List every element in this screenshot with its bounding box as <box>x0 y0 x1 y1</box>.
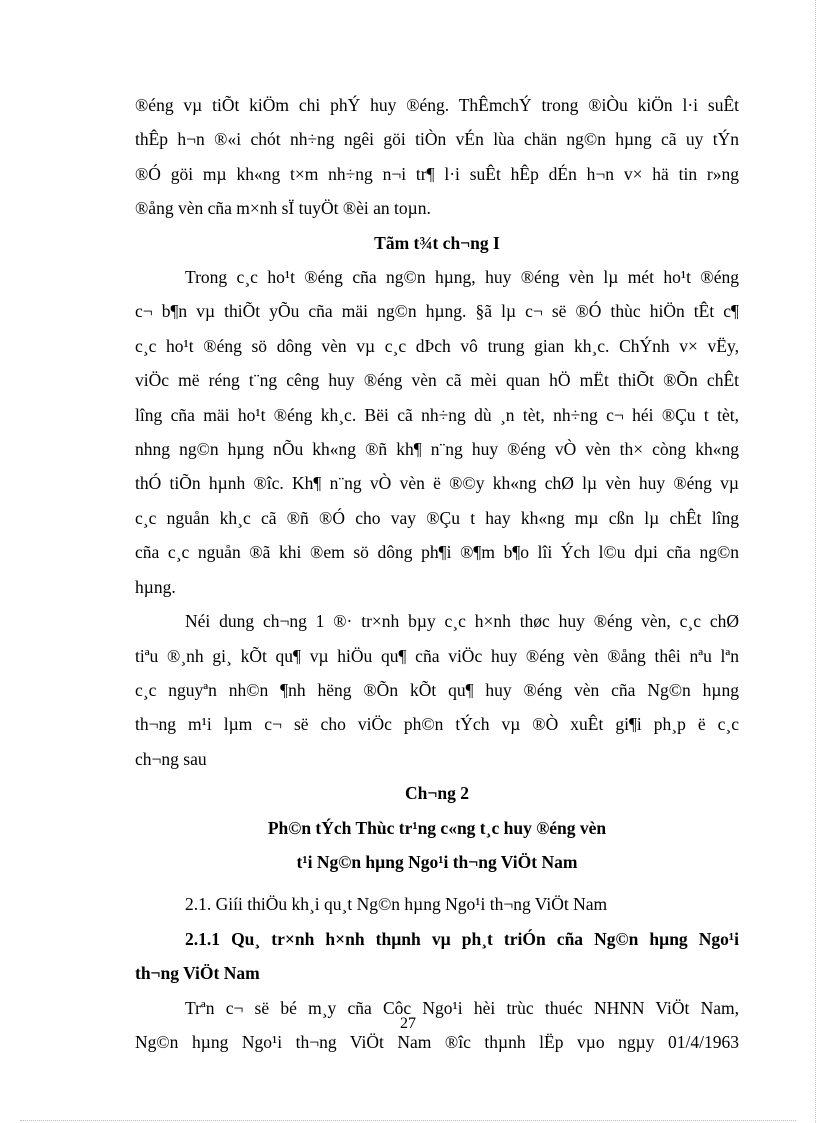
text-line: 2.1.1 Qu¸ tr×nh h×nh thµnh vµ ph¸t triÓn cña Ng©n hµng Ngo¹i <box>185 928 739 949</box>
page-edge-divider <box>20 1120 796 1121</box>
text-line: ch¬ng sau <box>135 748 207 769</box>
subsection-heading-2-1-1 <box>135 922 739 991</box>
text-line: Néi dung ch¬ng 1 ®· tr×nh bµy c¸c h×nh thøc huy ®éng vèn, c¸c chØ <box>185 611 739 632</box>
text-line: c¸c ho¹t ®éng sö dông vèn vµ c¸c dÞch vô trung gian kh¸c. ChÝnh v× vËy, <box>135 335 739 356</box>
paragraph-intro <box>135 88 739 226</box>
text-line: th¬ng m¹i lµm c¬ së cho viÖc ph©n tÝch vµ ®Ò xuÊt gi¶i ph¸p ë c¸c <box>135 714 739 735</box>
text-line: c¸c nguån kh¸c cã ®ñ ®Ó cho vay ®Çu t hay kh«ng mµ cßn lµ chÊt lîng <box>135 507 739 528</box>
paragraph-summary-1 <box>135 260 739 604</box>
text-line: c¸c nguyªn nh©n ¶nh hëng ®Õn kÕt qu¶ huy ®éng vèn cña Ng©n hµng <box>135 679 739 700</box>
text-line: ®éng vµ tiÕt kiÖm chi phÝ huy ®éng. ThÊmchÝ trong ®iÒu kiÖn l·i suÊt <box>135 95 739 115</box>
text-line: th¬ng ViÖt Nam <box>135 963 260 984</box>
chapter-title-line-2: t¹i Ng©n hµng Ngo¹i th¬ng ViÖt Nam <box>296 851 578 872</box>
text-line: thÊp h¬n ®«i chót nh÷ng ngêi göi tiÒn vÉn lùa chän ng©n hµng cã uy tÝn <box>135 129 739 150</box>
text-line: 2.1. Giíi thiÖu kh¸i qu¸t Ng©n hµng Ngo¹i th¬ng ViÖt Nam <box>185 894 608 915</box>
text-line: tiªu ®¸nh gi¸ kÕt qu¶ vµ hiÖu qu¶ cña viÖc huy ®éng vèn ®ång thêi nªu lªn <box>135 645 739 666</box>
paragraph-summary-2 <box>135 604 739 776</box>
subsection-heading-2-1 <box>135 887 739 921</box>
section-heading-summary: Tãm t¾t ch¬ng I <box>374 232 500 253</box>
text-line: nhng ng©n hµng nÕu kh«ng ®ñ kh¶ n¨ng huy ®éng vÒ vèn th× còng kh«ng <box>135 439 739 460</box>
text-line: cña c¸c nguån ®ã khi ®em sö dông ph¶i ®¶m b¶o lîi Ých l©u dµi cña ng©n <box>135 542 739 563</box>
text-line: Ng©n hµng Ngo¹i th¬ng ViÖt Nam ®îc thµnh lËp vµo ngµy 01/4/1963 <box>135 1031 739 1052</box>
text-line: viÖc më réng t¨ng cêng huy ®éng vèn cã mèi quan hÖ mËt thiÕt ®Õn chÊt <box>135 370 739 391</box>
page-number: 27 <box>400 1015 416 1032</box>
chapter-title-line-1: Ph©n tÝch Thùc tr¹ng c«ng t¸c huy ®éng vèn <box>267 817 607 838</box>
spacer <box>135 879 739 887</box>
text-line: c¬ b¶n vµ thiÕt yÕu cña mäi ng©n hµng. §ã lµ c¬ së ®Ó thùc hiÖn tÊt c¶ <box>135 301 739 322</box>
page-body <box>135 88 739 1059</box>
text-line: ®Ó göi mµ kh«ng t×m nh÷ng n¬i tr¶ l·i suÊt hÊp dÉn h¬n v× hä tin r»ng <box>135 163 739 184</box>
text-line: Trªn c¬ së bé m¸y cña Côc Ngo¹i hèi trùc thuéc NHNN ViÖt Nam, <box>185 997 739 1018</box>
text-line: Trong c¸c ho¹t ®éng cña ng©n hµng, huy ®éng vèn lµ mét ho¹t ®éng <box>185 267 739 288</box>
text-line: thÓ tiÕn hµnh ®îc. Kh¶ n¨ng vÒ vèn ë ®©y kh«ng chØ lµ vèn huy ®éng vµ <box>135 473 739 494</box>
text-line: lîng cña mäi ho¹t ®éng kh¸c. Bëi cã nh÷ng dù ¸n tèt, nh÷ng c¬ héi ®Çu t tèt, <box>135 404 739 425</box>
text-line: ®ång vèn cña m×nh sÏ tuyÖt ®èi an toµn. <box>135 198 431 219</box>
text-line: hµng. <box>135 576 176 597</box>
chapter-number: Ch¬ng 2 <box>405 783 469 804</box>
